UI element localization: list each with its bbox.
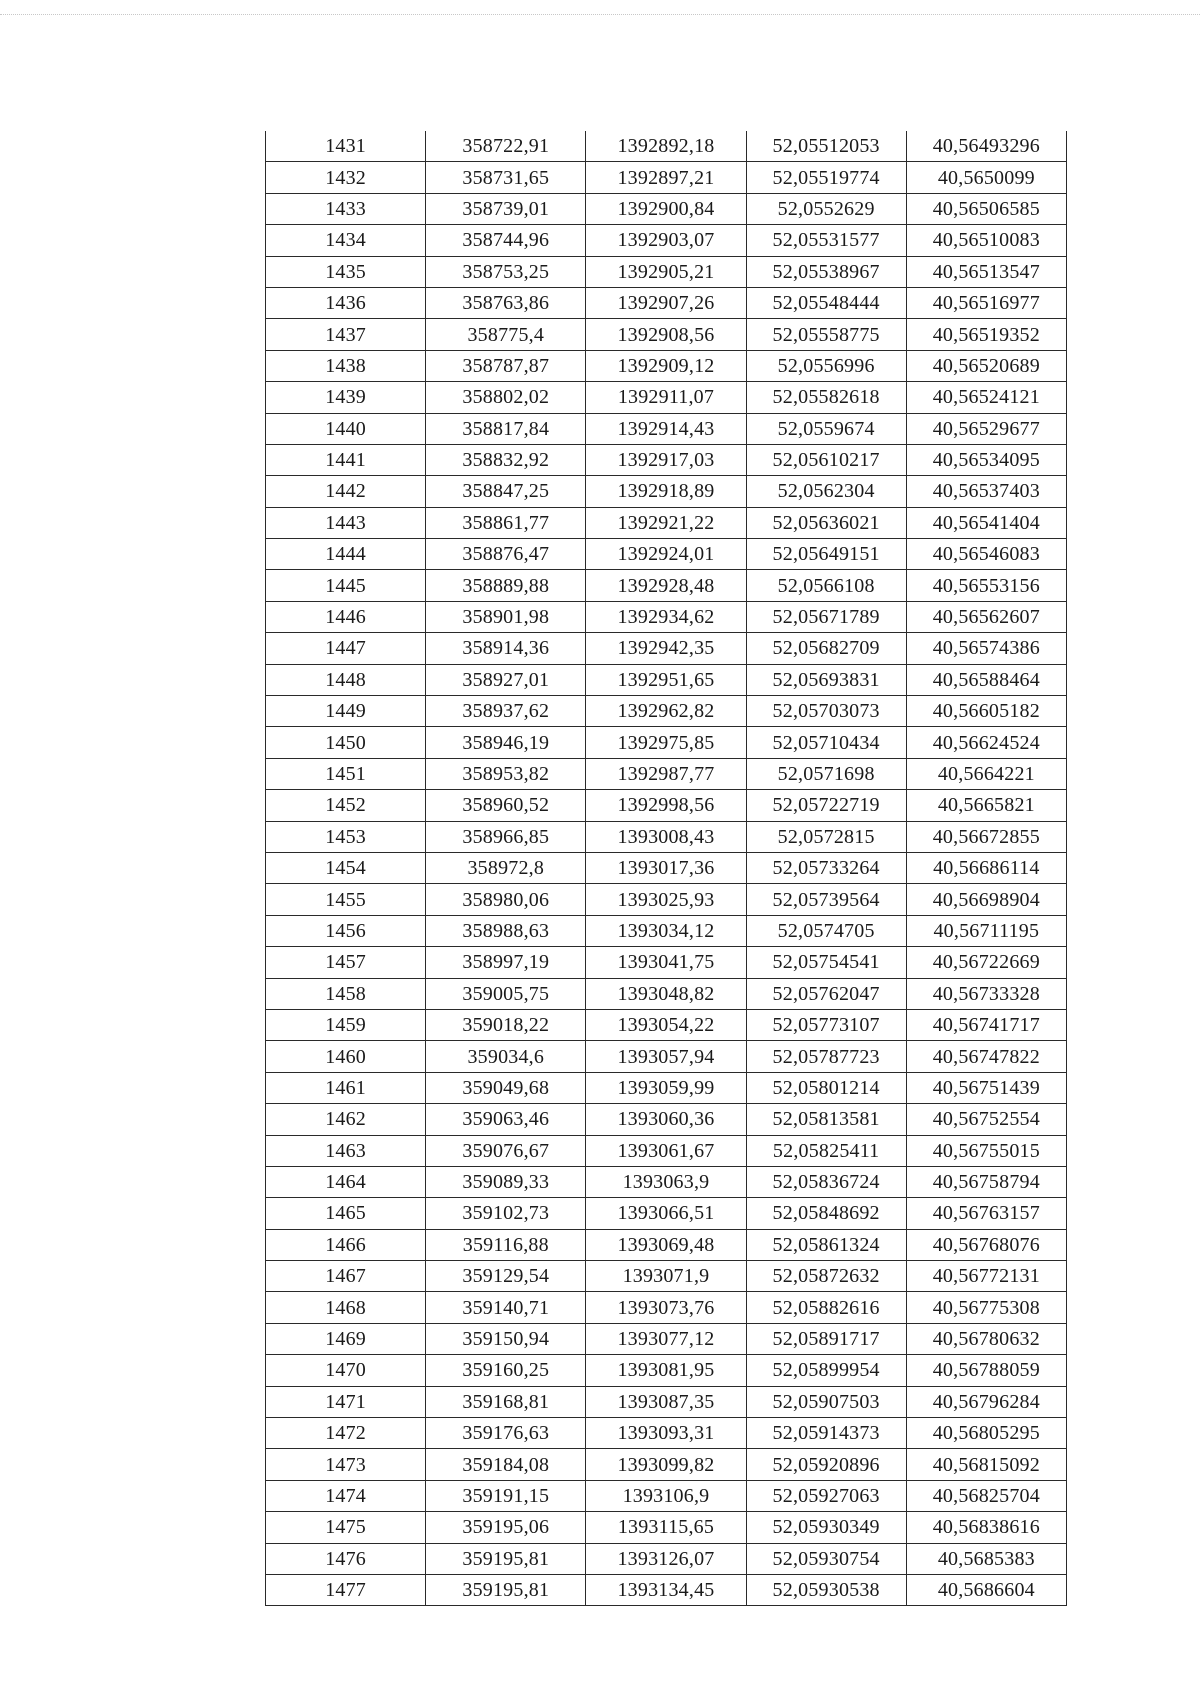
latitude-cell: 52,05848692 — [746, 1198, 906, 1229]
longitude-cell: 40,56605182 — [906, 696, 1066, 727]
latitude-cell: 52,05773107 — [746, 1009, 906, 1040]
x-coordinate-cell: 358817,84 — [426, 413, 586, 444]
latitude-cell: 52,05836724 — [746, 1166, 906, 1197]
point-number-cell: 1446 — [266, 601, 426, 632]
latitude-cell: 52,05610217 — [746, 444, 906, 475]
y-coordinate-cell: 1393041,75 — [586, 947, 746, 978]
point-number-cell: 1465 — [266, 1198, 426, 1229]
y-coordinate-cell: 1393060,36 — [586, 1104, 746, 1135]
latitude-cell: 52,05861324 — [746, 1229, 906, 1260]
table-row — [266, 1480, 1067, 1511]
latitude-cell: 52,0571698 — [746, 758, 906, 789]
table-row — [266, 790, 1067, 821]
latitude-cell: 52,05882616 — [746, 1292, 906, 1323]
y-coordinate-cell: 1392942,35 — [586, 633, 746, 664]
x-coordinate-cell: 358739,01 — [426, 193, 586, 224]
table-row — [266, 821, 1067, 852]
table-row — [266, 287, 1067, 318]
latitude-cell: 52,0574705 — [746, 915, 906, 946]
latitude-cell: 52,05739564 — [746, 884, 906, 915]
y-coordinate-cell: 1393034,12 — [586, 915, 746, 946]
y-coordinate-cell: 1393134,45 — [586, 1574, 746, 1605]
x-coordinate-cell: 359184,08 — [426, 1449, 586, 1480]
y-coordinate-cell: 1392900,84 — [586, 193, 746, 224]
x-coordinate-cell: 358731,65 — [426, 162, 586, 193]
point-number-cell: 1443 — [266, 507, 426, 538]
y-coordinate-cell: 1393093,31 — [586, 1418, 746, 1449]
x-coordinate-cell: 358744,96 — [426, 225, 586, 256]
x-coordinate-cell: 359140,71 — [426, 1292, 586, 1323]
longitude-cell: 40,56780632 — [906, 1323, 1066, 1354]
latitude-cell: 52,05582618 — [746, 382, 906, 413]
table-row — [266, 1355, 1067, 1386]
point-number-cell: 1435 — [266, 256, 426, 287]
table-row — [266, 1104, 1067, 1135]
longitude-cell: 40,56546083 — [906, 539, 1066, 570]
longitude-cell: 40,56733328 — [906, 978, 1066, 1009]
table-row — [266, 507, 1067, 538]
point-number-cell: 1447 — [266, 633, 426, 664]
latitude-cell: 52,05512053 — [746, 131, 906, 162]
longitude-cell: 40,56722669 — [906, 947, 1066, 978]
latitude-cell: 52,05636021 — [746, 507, 906, 538]
longitude-cell: 40,56752554 — [906, 1104, 1066, 1135]
point-number-cell: 1464 — [266, 1166, 426, 1197]
point-number-cell: 1472 — [266, 1418, 426, 1449]
longitude-cell: 40,56747822 — [906, 1041, 1066, 1072]
latitude-cell: 52,05930349 — [746, 1512, 906, 1543]
x-coordinate-cell: 359195,81 — [426, 1574, 586, 1605]
longitude-cell: 40,56519352 — [906, 319, 1066, 350]
x-coordinate-cell: 358832,92 — [426, 444, 586, 475]
longitude-cell: 40,56553156 — [906, 570, 1066, 601]
table-row — [266, 256, 1067, 287]
longitude-cell: 40,56537403 — [906, 476, 1066, 507]
longitude-cell: 40,5664221 — [906, 758, 1066, 789]
longitude-cell: 40,5686604 — [906, 1574, 1066, 1605]
point-number-cell: 1436 — [266, 287, 426, 318]
x-coordinate-cell: 358753,25 — [426, 256, 586, 287]
point-number-cell: 1456 — [266, 915, 426, 946]
table-row — [266, 319, 1067, 350]
table-row — [266, 1072, 1067, 1103]
x-coordinate-cell: 358763,86 — [426, 287, 586, 318]
y-coordinate-cell: 1393061,67 — [586, 1135, 746, 1166]
point-number-cell: 1462 — [266, 1104, 426, 1135]
y-coordinate-cell: 1392892,18 — [586, 131, 746, 162]
x-coordinate-cell: 359195,06 — [426, 1512, 586, 1543]
table-row — [266, 131, 1067, 162]
point-number-cell: 1441 — [266, 444, 426, 475]
latitude-cell: 52,05548444 — [746, 287, 906, 318]
x-coordinate-cell: 359018,22 — [426, 1009, 586, 1040]
latitude-cell: 52,05920896 — [746, 1449, 906, 1480]
x-coordinate-cell: 358876,47 — [426, 539, 586, 570]
y-coordinate-cell: 1393059,99 — [586, 1072, 746, 1103]
x-coordinate-cell: 359129,54 — [426, 1261, 586, 1292]
table-row — [266, 884, 1067, 915]
x-coordinate-cell: 359176,63 — [426, 1418, 586, 1449]
point-number-cell: 1451 — [266, 758, 426, 789]
table-row — [266, 1449, 1067, 1480]
point-number-cell: 1450 — [266, 727, 426, 758]
point-number-cell: 1433 — [266, 193, 426, 224]
latitude-cell: 52,05671789 — [746, 601, 906, 632]
x-coordinate-cell: 358802,02 — [426, 382, 586, 413]
y-coordinate-cell: 1393077,12 — [586, 1323, 746, 1354]
x-coordinate-cell: 358960,52 — [426, 790, 586, 821]
point-number-cell: 1468 — [266, 1292, 426, 1323]
x-coordinate-cell: 359005,75 — [426, 978, 586, 1009]
y-coordinate-cell: 1392921,22 — [586, 507, 746, 538]
longitude-cell: 40,56588464 — [906, 664, 1066, 695]
latitude-cell: 52,05762047 — [746, 978, 906, 1009]
point-number-cell: 1477 — [266, 1574, 426, 1605]
table-row — [266, 1323, 1067, 1354]
latitude-cell: 52,0556996 — [746, 350, 906, 381]
table-row — [266, 633, 1067, 664]
x-coordinate-cell: 358775,4 — [426, 319, 586, 350]
latitude-cell: 52,05710434 — [746, 727, 906, 758]
longitude-cell: 40,56775308 — [906, 1292, 1066, 1323]
latitude-cell: 52,05703073 — [746, 696, 906, 727]
y-coordinate-cell: 1393126,07 — [586, 1543, 746, 1574]
point-number-cell: 1455 — [266, 884, 426, 915]
table-row — [266, 1512, 1067, 1543]
x-coordinate-cell: 358861,77 — [426, 507, 586, 538]
table-row — [266, 915, 1067, 946]
longitude-cell: 40,56541404 — [906, 507, 1066, 538]
point-number-cell: 1471 — [266, 1386, 426, 1417]
y-coordinate-cell: 1393071,9 — [586, 1261, 746, 1292]
y-coordinate-cell: 1392918,89 — [586, 476, 746, 507]
longitude-cell: 40,56493296 — [906, 131, 1066, 162]
table-row — [266, 382, 1067, 413]
point-number-cell: 1476 — [266, 1543, 426, 1574]
scan-top-edge — [0, 14, 1200, 15]
y-coordinate-cell: 1392934,62 — [586, 601, 746, 632]
y-coordinate-cell: 1392907,26 — [586, 287, 746, 318]
x-coordinate-cell: 358997,19 — [426, 947, 586, 978]
point-number-cell: 1469 — [266, 1323, 426, 1354]
latitude-cell: 52,0559674 — [746, 413, 906, 444]
table-row — [266, 444, 1067, 475]
x-coordinate-cell: 358980,06 — [426, 884, 586, 915]
longitude-cell: 40,56805295 — [906, 1418, 1066, 1449]
y-coordinate-cell: 1392911,07 — [586, 382, 746, 413]
point-number-cell: 1470 — [266, 1355, 426, 1386]
point-number-cell: 1475 — [266, 1512, 426, 1543]
y-coordinate-cell: 1392917,03 — [586, 444, 746, 475]
longitude-cell: 40,56825704 — [906, 1480, 1066, 1511]
y-coordinate-cell: 1392897,21 — [586, 162, 746, 193]
latitude-cell: 52,05801214 — [746, 1072, 906, 1103]
longitude-cell: 40,56562607 — [906, 601, 1066, 632]
table-row — [266, 1198, 1067, 1229]
table-row — [266, 727, 1067, 758]
x-coordinate-cell: 358972,8 — [426, 852, 586, 883]
x-coordinate-cell: 358927,01 — [426, 664, 586, 695]
table-row — [266, 225, 1067, 256]
y-coordinate-cell: 1392908,56 — [586, 319, 746, 350]
longitude-cell: 40,56741717 — [906, 1009, 1066, 1040]
point-number-cell: 1460 — [266, 1041, 426, 1072]
latitude-cell: 52,05914373 — [746, 1418, 906, 1449]
table-row — [266, 1386, 1067, 1417]
y-coordinate-cell: 1392987,77 — [586, 758, 746, 789]
table-row — [266, 350, 1067, 381]
coordinates-table-body — [266, 131, 1067, 1606]
point-number-cell: 1434 — [266, 225, 426, 256]
table-row — [266, 664, 1067, 695]
longitude-cell: 40,56520689 — [906, 350, 1066, 381]
latitude-cell: 52,05682709 — [746, 633, 906, 664]
longitude-cell: 40,56768076 — [906, 1229, 1066, 1260]
table-row — [266, 1574, 1067, 1605]
table-row — [266, 1261, 1067, 1292]
x-coordinate-cell: 359168,81 — [426, 1386, 586, 1417]
longitude-cell: 40,56815092 — [906, 1449, 1066, 1480]
x-coordinate-cell: 359102,73 — [426, 1198, 586, 1229]
longitude-cell: 40,56624524 — [906, 727, 1066, 758]
latitude-cell: 52,05930754 — [746, 1543, 906, 1574]
x-coordinate-cell: 358946,19 — [426, 727, 586, 758]
latitude-cell: 52,05813581 — [746, 1104, 906, 1135]
y-coordinate-cell: 1393073,76 — [586, 1292, 746, 1323]
longitude-cell: 40,56516977 — [906, 287, 1066, 318]
table-row — [266, 413, 1067, 444]
y-coordinate-cell: 1393081,95 — [586, 1355, 746, 1386]
point-number-cell: 1432 — [266, 162, 426, 193]
table-row — [266, 476, 1067, 507]
x-coordinate-cell: 358966,85 — [426, 821, 586, 852]
x-coordinate-cell: 358988,63 — [426, 915, 586, 946]
longitude-cell: 40,56788059 — [906, 1355, 1066, 1386]
latitude-cell: 52,05531577 — [746, 225, 906, 256]
latitude-cell: 52,05519774 — [746, 162, 906, 193]
table-row — [266, 852, 1067, 883]
y-coordinate-cell: 1393106,9 — [586, 1480, 746, 1511]
latitude-cell: 52,05649151 — [746, 539, 906, 570]
longitude-cell: 40,56763157 — [906, 1198, 1066, 1229]
x-coordinate-cell: 359076,67 — [426, 1135, 586, 1166]
longitude-cell: 40,5650099 — [906, 162, 1066, 193]
y-coordinate-cell: 1392909,12 — [586, 350, 746, 381]
table-row — [266, 601, 1067, 632]
longitude-cell: 40,56672855 — [906, 821, 1066, 852]
x-coordinate-cell: 358901,98 — [426, 601, 586, 632]
point-number-cell: 1431 — [266, 131, 426, 162]
x-coordinate-cell: 359116,88 — [426, 1229, 586, 1260]
longitude-cell: 40,5665821 — [906, 790, 1066, 821]
latitude-cell: 52,05907503 — [746, 1386, 906, 1417]
point-number-cell: 1438 — [266, 350, 426, 381]
y-coordinate-cell: 1392951,65 — [586, 664, 746, 695]
point-number-cell: 1444 — [266, 539, 426, 570]
latitude-cell: 52,05722719 — [746, 790, 906, 821]
y-coordinate-cell: 1393066,51 — [586, 1198, 746, 1229]
table-row — [266, 570, 1067, 601]
coordinates-table — [265, 131, 1067, 1606]
y-coordinate-cell: 1393025,93 — [586, 884, 746, 915]
point-number-cell: 1437 — [266, 319, 426, 350]
x-coordinate-cell: 358889,88 — [426, 570, 586, 601]
longitude-cell: 40,56838616 — [906, 1512, 1066, 1543]
latitude-cell: 52,05891717 — [746, 1323, 906, 1354]
latitude-cell: 52,05693831 — [746, 664, 906, 695]
table-row — [266, 696, 1067, 727]
longitude-cell: 40,56711195 — [906, 915, 1066, 946]
latitude-cell: 52,05787723 — [746, 1041, 906, 1072]
latitude-cell: 52,05872632 — [746, 1261, 906, 1292]
x-coordinate-cell: 358914,36 — [426, 633, 586, 664]
table-row — [266, 1041, 1067, 1072]
longitude-cell: 40,56534095 — [906, 444, 1066, 475]
y-coordinate-cell: 1393057,94 — [586, 1041, 746, 1072]
table-row — [266, 162, 1067, 193]
latitude-cell: 52,05930538 — [746, 1574, 906, 1605]
point-number-cell: 1454 — [266, 852, 426, 883]
point-number-cell: 1466 — [266, 1229, 426, 1260]
x-coordinate-cell: 358722,91 — [426, 131, 586, 162]
point-number-cell: 1449 — [266, 696, 426, 727]
longitude-cell: 40,56796284 — [906, 1386, 1066, 1417]
longitude-cell: 40,56529677 — [906, 413, 1066, 444]
latitude-cell: 52,0572815 — [746, 821, 906, 852]
latitude-cell: 52,05899954 — [746, 1355, 906, 1386]
table-row — [266, 1543, 1067, 1574]
longitude-cell: 40,56772131 — [906, 1261, 1066, 1292]
x-coordinate-cell: 359063,46 — [426, 1104, 586, 1135]
point-number-cell: 1453 — [266, 821, 426, 852]
x-coordinate-cell: 358847,25 — [426, 476, 586, 507]
longitude-cell: 40,56698904 — [906, 884, 1066, 915]
x-coordinate-cell: 358953,82 — [426, 758, 586, 789]
latitude-cell: 52,0566108 — [746, 570, 906, 601]
y-coordinate-cell: 1393008,43 — [586, 821, 746, 852]
latitude-cell: 52,0562304 — [746, 476, 906, 507]
x-coordinate-cell: 359160,25 — [426, 1355, 586, 1386]
longitude-cell: 40,56524121 — [906, 382, 1066, 413]
table-row — [266, 193, 1067, 224]
y-coordinate-cell: 1393054,22 — [586, 1009, 746, 1040]
y-coordinate-cell: 1392928,48 — [586, 570, 746, 601]
y-coordinate-cell: 1393099,82 — [586, 1449, 746, 1480]
x-coordinate-cell: 358787,87 — [426, 350, 586, 381]
x-coordinate-cell: 359195,81 — [426, 1543, 586, 1574]
table-row — [266, 1166, 1067, 1197]
table-row — [266, 1009, 1067, 1040]
point-number-cell: 1445 — [266, 570, 426, 601]
longitude-cell: 40,56574386 — [906, 633, 1066, 664]
latitude-cell: 52,05927063 — [746, 1480, 906, 1511]
longitude-cell: 40,56751439 — [906, 1072, 1066, 1103]
x-coordinate-cell: 359049,68 — [426, 1072, 586, 1103]
table-row — [266, 1229, 1067, 1260]
latitude-cell: 52,05754541 — [746, 947, 906, 978]
x-coordinate-cell: 359150,94 — [426, 1323, 586, 1354]
y-coordinate-cell: 1392975,85 — [586, 727, 746, 758]
latitude-cell: 52,05558775 — [746, 319, 906, 350]
longitude-cell: 40,5685383 — [906, 1543, 1066, 1574]
point-number-cell: 1442 — [266, 476, 426, 507]
latitude-cell: 52,05733264 — [746, 852, 906, 883]
y-coordinate-cell: 1392998,56 — [586, 790, 746, 821]
y-coordinate-cell: 1393115,65 — [586, 1512, 746, 1543]
table-row — [266, 1135, 1067, 1166]
longitude-cell: 40,56686114 — [906, 852, 1066, 883]
y-coordinate-cell: 1393063,9 — [586, 1166, 746, 1197]
latitude-cell: 52,0552629 — [746, 193, 906, 224]
point-number-cell: 1457 — [266, 947, 426, 978]
point-number-cell: 1448 — [266, 664, 426, 695]
y-coordinate-cell: 1393017,36 — [586, 852, 746, 883]
point-number-cell: 1458 — [266, 978, 426, 1009]
latitude-cell: 52,05538967 — [746, 256, 906, 287]
y-coordinate-cell: 1392914,43 — [586, 413, 746, 444]
table-row — [266, 978, 1067, 1009]
longitude-cell: 40,56506585 — [906, 193, 1066, 224]
table-row — [266, 539, 1067, 570]
point-number-cell: 1473 — [266, 1449, 426, 1480]
point-number-cell: 1440 — [266, 413, 426, 444]
y-coordinate-cell: 1393087,35 — [586, 1386, 746, 1417]
longitude-cell: 40,56758794 — [906, 1166, 1066, 1197]
x-coordinate-cell: 358937,62 — [426, 696, 586, 727]
table-row — [266, 1418, 1067, 1449]
point-number-cell: 1459 — [266, 1009, 426, 1040]
point-number-cell: 1463 — [266, 1135, 426, 1166]
x-coordinate-cell: 359191,15 — [426, 1480, 586, 1511]
y-coordinate-cell: 1393069,48 — [586, 1229, 746, 1260]
longitude-cell: 40,56513547 — [906, 256, 1066, 287]
point-number-cell: 1439 — [266, 382, 426, 413]
y-coordinate-cell: 1392924,01 — [586, 539, 746, 570]
y-coordinate-cell: 1392962,82 — [586, 696, 746, 727]
latitude-cell: 52,05825411 — [746, 1135, 906, 1166]
y-coordinate-cell: 1392905,21 — [586, 256, 746, 287]
x-coordinate-cell: 359034,6 — [426, 1041, 586, 1072]
point-number-cell: 1474 — [266, 1480, 426, 1511]
point-number-cell: 1467 — [266, 1261, 426, 1292]
table-row — [266, 947, 1067, 978]
x-coordinate-cell: 359089,33 — [426, 1166, 586, 1197]
point-number-cell: 1461 — [266, 1072, 426, 1103]
y-coordinate-cell: 1392903,07 — [586, 225, 746, 256]
y-coordinate-cell: 1393048,82 — [586, 978, 746, 1009]
longitude-cell: 40,56755015 — [906, 1135, 1066, 1166]
longitude-cell: 40,56510083 — [906, 225, 1066, 256]
point-number-cell: 1452 — [266, 790, 426, 821]
table-row — [266, 758, 1067, 789]
table-row — [266, 1292, 1067, 1323]
